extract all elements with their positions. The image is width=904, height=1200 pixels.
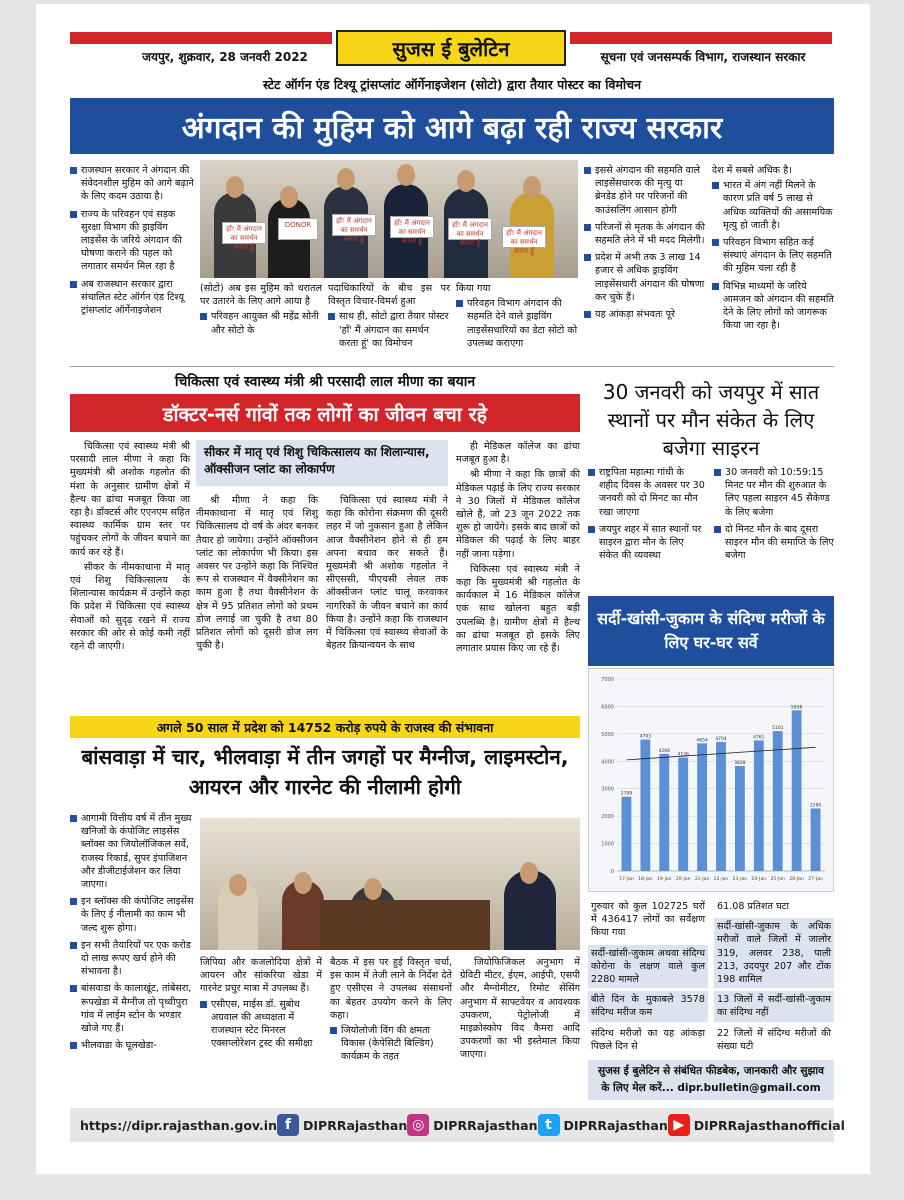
bullet-item <box>456 297 578 350</box>
story1-headline: अंगदान की मुहिम को आगे बढ़ा रही राज्य सरकार <box>70 98 834 154</box>
paragraph: चिकित्सा एवं स्वास्थ्य मंत्री ने कहा कि मुख्यमंत्री श्री गहलोत के कार्यकाल में 16 मेडिकल कॉलेज एक साथ खोलना बहुत बड़ी उपलब्धि है। ग्रामीण क्षेत्रों में हैल्थ का ढांचा मजबूत हो इसके लिए लगातार प्रयास किए जा रहे हैं। <box>456 563 580 655</box>
bullet-item <box>584 221 706 247</box>
story1-col4-lead: देश में सबसे अधिक है। <box>712 165 792 176</box>
bar-value-label: 4654 <box>696 738 708 744</box>
bullet-text: भारत में अंग नहीं मिलने के कारण प्रति वर्ष 5 लाख से अधिक व्यक्तियों की असामयिक मृत्यु हो जाती है। <box>723 180 833 231</box>
paragraph: जियोफिजिकल अनुभाग में ग्रेविटी मीटर, ईएम, आईपी, एसपी और मैग्नोमीटर, रिमोट सेंसिंग अनुभाग में साफ्टवेयर व आवश्यक उपकरण, पेट्रोलोजी में माइक्रोस्कोप विद कैमरा आदि उपकरणों का भी इस्तेमाल किया जाएगा। <box>460 957 580 1061</box>
chart-svg <box>589 669 833 891</box>
poster-sign: DONOR <box>278 218 318 240</box>
masthead-right-bar <box>570 32 832 44</box>
story5-column-1 <box>588 898 708 1058</box>
bullet-item <box>70 939 194 979</box>
story2-sub-box: सीकर में मातृ एवं शिशु चिकित्सालय का शिलान्यास, ऑक्सीजन प्लांट का लोकार्पण <box>196 440 448 486</box>
bar-value-label: 2280 <box>809 803 822 809</box>
youtube-icon: ▶ <box>668 1114 690 1136</box>
paragraph: बैठक में इस पर हुई विस्तृत चर्चा, इस काम में तेजी लाने के निर्देश देते हुए एसीएस ने उपलब्ध संसाधनों का बेहतर उपयोग करने के लिए कहा। <box>330 957 452 1021</box>
bullet-item <box>588 523 706 563</box>
bar-value-label: 3828 <box>734 761 746 767</box>
bar <box>735 766 745 871</box>
paragraph: श्री मीणा ने कहा कि नीमकाथाना में मातृ एवं शिशु चिकित्सालय दो वर्ष के अंदर बनकर तैयार हो जायेगा। उन्होंने ऑक्सीजन प्लांट का लोकार्पण भी किया। इस अवसर पर उन्होंने कहा कि निश्चित रूप से राजस्थान में वैक्सीनेशन का काम हुआ है तथा वैक्सीनेशन के क्षेत्र में 95 प्रतिशत लोगों को प्रथम डोज लगाई जा चुकी है तथा 80 प्रतिशत लोगों को दूसरी डोज लग चुकी है। <box>196 495 318 652</box>
bullet-text: परिवहन विभाग सहित कई संस्थाएं अंगदान के लिए सहमति की मुहिम चला रही हैं <box>723 237 832 275</box>
bullet-item <box>70 164 194 204</box>
paragraph: ही मेडिकल कॉलेज का ढांचा मजबूत हुआ है। <box>456 441 580 466</box>
bulletin-page <box>36 4 870 1174</box>
bar <box>792 710 802 871</box>
bullet-text: 30 जनवरी को 10:59:15 मिनट पर मौन की शुरुआत के लिए पहला साइरन 45 सैकेण्ड के लिए बजेगा <box>725 467 830 518</box>
poster-sign: हाँ! मैं अंगदान का समर्थन करता हूँ <box>448 218 492 240</box>
story2-column-1 <box>70 440 190 655</box>
paragraph: श्री मीणा ने कहा कि छात्रों की मेडिकल पढ़ाई के लिए राज्य सरकार ने 30 जिलों में मेडिकल कॉलेज खोले हैं, जो 23 जून 2022 तक शुरू हो जायेंगे। इसके बाद छात्रों को मेडिकल की पढ़ाई के लिए बाहर नहीं जाना पड़ेगा। <box>456 469 580 560</box>
story4-column-4 <box>460 956 580 1064</box>
paragraph: चिकित्सा एवं स्वास्थ्य मंत्री श्री परसादी लाल मीणा ने कहा कि मुख्यमंत्री श्री अशोक गहलोत की मंशा के अनुसार ग्रामीण क्षेत्रों में हैल्थ का ढांचा मजबूत किया जा रहा है। डॉक्टर्स और एएनएम सहित स्वास्थ्य कार्मिक ग्राम स्तर पर पहुंचकर लोगों के जीवन बचाने का कार्य कर रहे हैं। <box>70 441 190 558</box>
bullet-item <box>70 982 194 1035</box>
instagram-link[interactable] <box>407 1114 537 1136</box>
bar-value-label: 4761 <box>753 735 765 741</box>
youtube-handle: DIPRRajasthanofficial <box>693 1117 845 1133</box>
y-tick-label: 5000 <box>601 731 614 738</box>
bullet-text: इन ब्लॉक्स की कंपोजिट लाइसेंस के लिए ई नीलामी का काम भी जल्द शुरू होगा। <box>81 896 194 934</box>
bullet-item <box>584 251 706 304</box>
bar-value-label: 4793 <box>639 734 652 740</box>
x-tick-label: 20-Jan <box>675 877 691 882</box>
youtube-link[interactable] <box>668 1114 845 1136</box>
paragraph: चिकित्सा एवं स्वास्थ्य मंत्री ने कहा कि कोरोना संक्रमण की दूसरी लहर में जो नुकसान हुआ है लेकिन आज वैक्सीनेशन होने से ही हम अपना बचाव कर सकते हैं। मुख्यमंत्री श्री अशोक गहलोत ने सीएससी, पीएचसी लेवल तक ऑक्सीजन प्लांट चालू करवाकर नागरिकों के जीवन बचाने का कार्य किया है। उन्होंने कहा कि राजस्थान में चिकित्सा एवं स्वास्थ्य सेवाओं के बेहतर क्रियान्वयन के साथ <box>326 495 448 652</box>
bullet-text: राज्य के परिवहन एवं सड़क सुरक्षा विभाग की ड्राइविंग लाइसेंस के जरिये अंगदान की घोषणा कराने की पहल को लगातार समर्थन मिल रहा है <box>81 208 182 273</box>
story1-column-1 <box>70 164 194 321</box>
bullet-square-icon <box>70 942 77 949</box>
bullet-item <box>328 310 450 350</box>
bullet-text: प्रदेश में अभी तक 3 लाख 14 हजार से अधिक ड्राइविंग लाइसेंसधारी अंगदान की घोषणा कर चुके हैं। <box>595 252 705 303</box>
bar <box>811 808 821 871</box>
x-tick-label: 22-Jan <box>713 877 729 882</box>
bullet-text: राजस्थान सरकार ने अंगदान की संवेदनशील मुहिम को आगे बढ़ाने के लिए कदम उठाया है। <box>81 165 194 203</box>
feedback-box <box>588 1060 834 1100</box>
bar <box>640 740 650 871</box>
bar <box>697 743 707 871</box>
bullet-text: परिवहन आयुक्त श्री महेंद्र सोनी और सोटो के <box>211 311 319 336</box>
paragraph: (सोटो) अब इस मुहिम को धरातल पर उतारने के लिए आगे आया है <box>200 283 322 308</box>
bullet-text: जयपुर शहर में सात स्थानों पर साइरन द्वारा मौन के लिए संकेत की व्यवस्था <box>599 523 702 562</box>
story2-kicker: चिकित्सा एवं स्वास्थ्य मंत्री श्री परसादी लाल मीणा का बयान <box>174 374 476 390</box>
masthead-department: सूचना एवं जनसम्पर्क विभाग, राजस्थान सरकार <box>600 50 806 64</box>
bar <box>773 731 783 871</box>
x-tick-label: 27-Jan <box>808 877 823 882</box>
bullet-text: परिवहन विभाग अंगदान की सहमति देने वाले ड्राइविंग लाइसेंसधारियों का डेटा सोटो को उपलब्ध कराएगा <box>467 298 578 349</box>
bullet-square-icon <box>712 182 719 189</box>
story5-headline: सर्दी-खांसी-जुकाम के संदिग्ध मरीजों के लिए घर-घर सर्वे <box>588 596 834 666</box>
bullet-text: राष्ट्रपिता महात्मा गांधी के शहीद दिवस के अवसर पर 30 जनवरी को दो मिनट का मौन रखा जाएगा <box>599 467 705 518</box>
stat-item: सर्दी-खांसी-जुकाम अथवा संदिग्ध कोरोना के लक्षण वाले कुल 2280 मामले <box>588 945 708 989</box>
bullet-square-icon <box>714 469 721 476</box>
bullet-square-icon <box>328 313 335 320</box>
y-tick-label: 4000 <box>601 759 614 766</box>
bullet-text: इन सभी तैयारियों पर एक करोड दो लाख रूपए खर्च होने की संभावना है। <box>81 939 191 978</box>
masthead-left-bar <box>70 32 332 44</box>
bullet-square-icon <box>200 1001 207 1008</box>
bar <box>754 740 764 871</box>
divider <box>70 366 834 367</box>
bullet-text: आगामी वित्तीय वर्ष में तीन मुख्य खनिजों के कंपोजिट लाइसेंस ब्लॉक्स का जियोलॉजिकल सर्वे, राजस्व रिकार्ड, सुपर इंपाजिशन और डीजीटाईजेशन कर लिया जाएगा। <box>81 813 192 891</box>
bar-value-label: 5101 <box>772 726 784 732</box>
story2-column-3 <box>326 494 448 654</box>
footer <box>70 1108 845 1142</box>
story3-headline: 30 जनवरी को जयपुर में सात स्थानों पर मौन संकेत के लिए बजेगा साइरन <box>602 380 820 460</box>
bullet-square-icon <box>70 898 77 905</box>
masthead-logo: सुजस ई बुलेटिन <box>336 30 566 66</box>
x-tick-label: 23-Jan <box>732 877 748 882</box>
masthead-date: जयपुर, शुक्रवार, 28 जनवरी 2022 <box>142 50 308 64</box>
bullet-square-icon <box>714 526 721 533</box>
story2-headline: डॉक्टर-नर्स गांवों तक लोगों का जीवन बचा रहे <box>70 394 580 432</box>
story4-headline: बांसवाड़ा में चार, भीलवाड़ा में तीन जगहों पर मैग्नीज, लाइमस्टोन, आयरन और गारनेट की नीलामी होगी <box>81 745 569 799</box>
bullet-text: इससे अंगदान की सहमति वाले लाइसेंसधारक की मृत्यु या ब्रेनडेड होने पर परिजनों की काउंसलिंग आसान होगी <box>595 165 700 216</box>
website-link[interactable]: https://dipr.rajasthan.gov.in <box>80 1117 277 1133</box>
bullet-text: यह आंकड़ा संभवतः पूरे <box>595 309 675 321</box>
instagram-handle: DIPRRajasthan <box>433 1117 538 1133</box>
x-tick-label: 25-Jan <box>770 877 786 882</box>
story4-column-2 <box>200 956 322 1054</box>
bullet-square-icon <box>712 239 719 246</box>
x-tick-label: 19-Jan <box>656 877 672 882</box>
y-tick-label: 3000 <box>601 786 614 793</box>
story2-column-4 <box>456 440 580 657</box>
bullet-text: भीलवाडा के घूलखेडा- <box>81 1040 157 1052</box>
paragraph: जिपिया और कजलोदिया क्षेत्रों में आयरन और सांकरिया खेडा में गारनेट प्रचुर मात्रा में उपलब्ध हैं। <box>200 957 322 995</box>
bullet-item <box>70 1039 194 1052</box>
facebook-handle: DIPRRajasthan <box>303 1117 408 1133</box>
bullet-text: साथ ही, सोटो द्वारा तैयार पोस्टर 'हाँ' मैं अंगदान का समर्थन करता हूं' का विमोचन <box>339 311 449 349</box>
story4-kicker: अगले 50 साल में प्रदेश को 14752 करोड़ रुपये के राजस्व की संभावना <box>70 716 580 738</box>
poster-sign: हाँ! मैं अंगदान का समर्थन करता हूँ <box>332 214 376 236</box>
bullet-square-icon <box>70 985 77 992</box>
poster-sign: हाँ! मैं अंगदान का समर्थन करता हूँ <box>502 226 546 248</box>
x-tick-label: 21-Jan <box>694 877 710 882</box>
story1-below-photo <box>200 282 578 354</box>
twitter-icon: t <box>538 1114 560 1136</box>
bullet-item <box>714 466 834 519</box>
feedback-line-2[interactable]: के लिए मेल करें... dipr.bulletin@gmail.com <box>601 1082 821 1094</box>
bullet-item <box>588 466 706 519</box>
y-tick-label: 2000 <box>601 814 614 821</box>
bullet-item <box>584 308 706 321</box>
bar <box>659 754 669 871</box>
story1-column-4 <box>712 164 834 336</box>
bullet-square-icon <box>584 224 591 231</box>
facebook-icon: f <box>277 1114 299 1136</box>
instagram-icon: ◎ <box>407 1114 429 1136</box>
bullet-square-icon <box>70 281 77 288</box>
bullet-square-icon <box>200 313 207 320</box>
stat-item: 22 जिलों में संदिग्ध मरीजों की संख्या घटी <box>717 1027 831 1052</box>
stat-item: संदिग्ध मरीजों का यह आंकड़ा पिछले दिन से <box>591 1027 705 1052</box>
story3-column-2 <box>714 466 834 566</box>
stat-item: 13 जिलों में सर्दी-खांसी-जुकाम का संदिग्ध नहीं <box>714 991 834 1021</box>
stat-item: बीते दिन के मुकाबले 3578 संदिग्ध मरीज कम <box>588 991 708 1021</box>
bullet-item <box>70 812 194 891</box>
bar-value-label: 4136 <box>677 752 689 758</box>
bullet-item <box>712 236 834 276</box>
survey-chart <box>588 668 834 892</box>
twitter-link[interactable] <box>538 1114 668 1136</box>
story1-kicker: स्टेट ऑर्गन एंड टिश्यू ट्रांसप्लांट ऑर्गेनाइजेशन (सोटो) द्वारा तैयार पोस्टर का विमोचन <box>262 77 642 92</box>
feedback-line-1: सुजस ई बुलेटिन से संबंधित फीडबेक, जानकारी और सुझाव <box>598 1065 824 1077</box>
bullet-square-icon <box>70 211 77 218</box>
bar-value-label: 2709 <box>620 791 633 797</box>
bar <box>622 797 632 871</box>
bullet-square-icon <box>70 167 77 174</box>
bullet-item <box>712 179 834 232</box>
bar-value-label: 4704 <box>715 736 727 742</box>
bullet-square-icon <box>588 526 595 533</box>
story4-photo <box>200 818 580 950</box>
bullet-item <box>70 208 194 274</box>
bullet-square-icon <box>584 254 591 261</box>
bullet-item <box>714 523 834 563</box>
story1-column-3 <box>584 164 706 325</box>
story5-column-2 <box>714 898 834 1058</box>
bullet-square-icon <box>456 300 463 307</box>
bullet-square-icon <box>588 469 595 476</box>
bar-value-label: 5858 <box>790 705 803 711</box>
story2-column-2 <box>196 494 318 654</box>
y-tick-label: 7000 <box>601 677 614 683</box>
x-tick-label: 26-Jan <box>789 877 804 882</box>
bullet-item <box>70 895 194 935</box>
bullet-text: विभिन्न माध्यमों के जरिये आमजन को अंगदान की सहमति देने के लिए लोगों को जागरूक किया जा रहा है। <box>723 280 834 332</box>
bullet-square-icon <box>70 815 77 822</box>
y-tick-label: 0 <box>610 869 614 875</box>
y-tick-label: 1000 <box>601 841 614 848</box>
bullet-item <box>200 310 322 336</box>
stat-item: गुरुवार को कुल 102725 घरों में 436417 लोगों का सर्वेक्षण किया गया <box>591 901 705 939</box>
bullet-text: जियोलोजी विंग की क्षमता विकास (केपेसिटी बिल्डिंग) कार्यक्रम के तहत <box>341 1025 434 1063</box>
x-tick-label: 17-Jan <box>619 877 634 882</box>
bullet-text: बांसवाडा के कालाखूंट, तांबेसरा, रूपखेडा में मैग्नीज तो पृथ्वीपुरा गांव में लाईम स्टोन के भण्डार खोजे गए हैं। <box>81 983 192 1035</box>
bullet-item <box>70 278 194 318</box>
story4-column-3 <box>330 956 452 1068</box>
bullet-square-icon <box>584 311 591 318</box>
bullet-text: परिजनों से मृतक के अंगदान की सहमति लेने में भी मदद मिलेगी। <box>595 221 705 247</box>
bullet-square-icon <box>584 167 591 174</box>
stat-item: 61.08 प्रतिशत घटा <box>717 901 789 912</box>
bullet-square-icon <box>70 1042 77 1049</box>
x-tick-label: 18-Jan <box>638 877 653 882</box>
bar <box>678 758 688 871</box>
twitter-handle: DIPRRajasthan <box>563 1117 668 1133</box>
paragraph: सीकर के नीमकाथाना में मातृ एवं शिशु चिकित्सालय के शिलान्यास कार्यक्रम में उन्होंने कहा कि प्रदेश में चिकित्सा एवं स्वास्थ्य सेवाओं को सुदृढ़ रखने में राज्य सरकार की ओर से कोई कमी नहीं रहने दी जाएगी। <box>70 561 190 653</box>
bar-value-label: 4268 <box>658 748 670 754</box>
poster-sign: हाँ! मैं अंगदान का समर्थन करता हूँ <box>222 222 266 244</box>
paragraph: किया गया <box>456 283 491 294</box>
bullet-text: एसीएस, माईस डॉ. सुबोध अग्रवाल की अध्यक्षता में राजस्थान स्टेट मिनरल एक्सप्लोरेशन ट्रस्ट की समीक्षा <box>211 998 313 1050</box>
bullet-text: अब राजस्थान सरकार द्वारा संचालित स्टेट ऑर्गन एंड टिश्यू ट्रांसप्लांट ऑर्गेनाइजेशन <box>81 278 185 317</box>
poster-sign: हाँ! मैं अंगदान का समर्थन करता हूँ <box>390 216 434 238</box>
bullet-item <box>330 1024 452 1064</box>
bullet-text: दो मिनट मौन के बाद दूसरा साइरन मौन की समाप्ति के लिए बजेगा <box>725 523 834 562</box>
bullet-square-icon <box>330 1027 337 1034</box>
story1-photo <box>200 160 578 278</box>
bullet-item <box>712 280 834 333</box>
bullet-item <box>584 164 706 217</box>
facebook-link[interactable] <box>277 1114 407 1136</box>
stat-item: सर्दी-खांसी-जुकाम के अधिक मरीजों वाले जिलों में जालोर 319, अलवर 238, पाली 213, उदयपुर 207 और टोंक 198 शामिल <box>714 918 834 988</box>
paragraph: पदाधिकारियों के बीच इस पर विस्तृत विचार-विमर्श हुआ <box>328 283 450 308</box>
bar <box>716 742 726 871</box>
bullet-square-icon <box>712 283 719 290</box>
x-tick-label: 24-Jan <box>751 877 767 882</box>
y-tick-label: 6000 <box>601 704 614 711</box>
story3-column-1 <box>588 466 706 566</box>
bullet-item <box>200 998 322 1051</box>
story4-column-1 <box>70 812 194 1056</box>
